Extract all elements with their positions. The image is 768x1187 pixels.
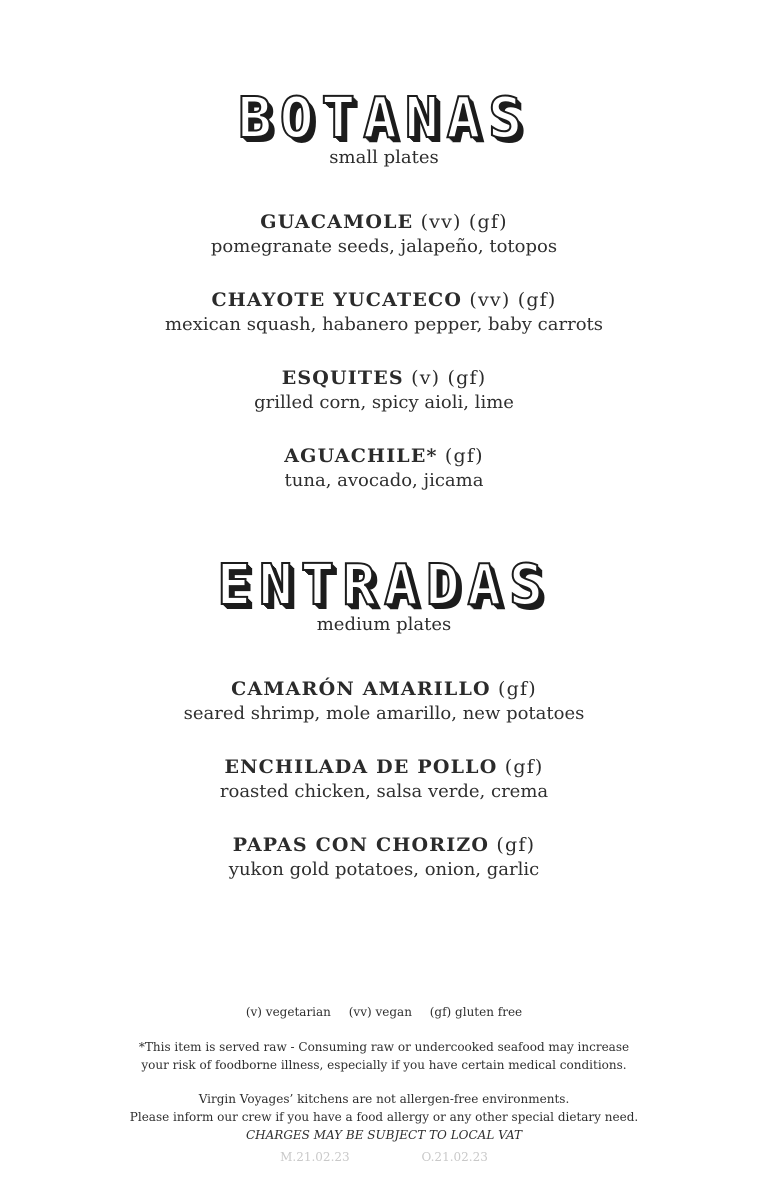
menu-item-description: mexican squash, habanero pepper, baby carrots (164, 314, 604, 335)
menu-item-tags: (gf) (504, 756, 544, 778)
botanas-subtitle: small plates (329, 147, 439, 168)
menu-item (0, 677, 768, 727)
menu-item-tags: (gf) (496, 834, 536, 856)
menu-item-title (0, 677, 768, 701)
menu-item-title (0, 833, 768, 857)
legend-gluten-free: (gf) gluten free (429, 1005, 523, 1019)
raw-note-line: *This item is served raw - Consuming raw or undercooked seafood may increase (138, 1040, 630, 1054)
menu-item-tags: (gf) (444, 445, 484, 467)
dietary-legend (0, 1004, 768, 1020)
menu-footer (0, 1004, 768, 1144)
menu-item-tags: (gf) (498, 678, 537, 700)
menu-item-name: AGUACHILE* (284, 445, 438, 467)
menu-item (0, 366, 768, 416)
menu-codes (0, 1150, 768, 1164)
menu-item (0, 755, 768, 805)
menu-item (0, 833, 768, 883)
entradas-section (0, 555, 768, 911)
menu-code: O.21.02.23 (421, 1150, 488, 1164)
menu-item-description: grilled corn, spicy aioli, lime (254, 392, 514, 413)
menu-item-name: GUACAMOLE (260, 211, 414, 233)
raw-note-line: your risk of foodborne illness, especially if you have certain medical conditions. (141, 1058, 627, 1072)
menu-item-tags: (vv) (gf) (420, 211, 508, 233)
vat-notice: CHARGES MAY BE SUBJECT TO LOCAL VAT (245, 1128, 522, 1142)
entradas-items (0, 677, 768, 883)
legend-vegan: (vv) vegan (348, 1005, 412, 1019)
menu-item (0, 444, 768, 494)
menu-item-description: seared shrimp, mole amarillo, new potatoes (183, 703, 585, 724)
allergen-notice (0, 1090, 768, 1126)
menu-item (0, 210, 768, 260)
menu-code: M.21.02.23 (280, 1150, 350, 1164)
menu-item-name: ENCHILADA DE POLLO (224, 756, 498, 778)
botanas-section (0, 88, 768, 522)
botanas-items (0, 210, 768, 494)
menu-item (0, 288, 768, 338)
menu-item-name: CAMARÓN AMARILLO (231, 678, 491, 700)
menu-item-title (0, 210, 768, 234)
menu-item-name: ESQUITES (281, 367, 404, 389)
menu-item-name: CHAYOTE YUCATECO (211, 289, 463, 311)
menu-item-tags: (v) (gf) (411, 367, 487, 389)
legend-vegetarian: (v) vegetarian (245, 1005, 331, 1019)
menu-item-title (0, 755, 768, 779)
entradas-subtitle: medium plates (316, 614, 452, 635)
menu-item-description: tuna, avocado, jicama (284, 470, 484, 491)
menu-item-name: PAPAS CON CHORIZO (232, 834, 490, 856)
botanas-title: BOTANAS (237, 86, 530, 151)
allergen-note-line: Please inform our crew if you have a food allergy or any other special dietary need. (129, 1110, 639, 1124)
allergen-note-line: Virgin Voyages’ kitchens are not allergen-free environments. (198, 1092, 570, 1106)
entradas-title: ENTRADAS (217, 553, 551, 618)
menu-item-title (0, 288, 768, 312)
menu-item-title (0, 366, 768, 390)
menu-item-description: yukon gold potatoes, onion, garlic (228, 859, 540, 880)
menu-item-description: roasted chicken, salsa verde, crema (219, 781, 549, 802)
menu-item-tags: (vv) (gf) (469, 289, 557, 311)
menu-item-title (0, 444, 768, 468)
raw-food-warning (0, 1038, 768, 1074)
menu-item-description: pomegranate seeds, jalapeño, totopos (210, 236, 558, 257)
